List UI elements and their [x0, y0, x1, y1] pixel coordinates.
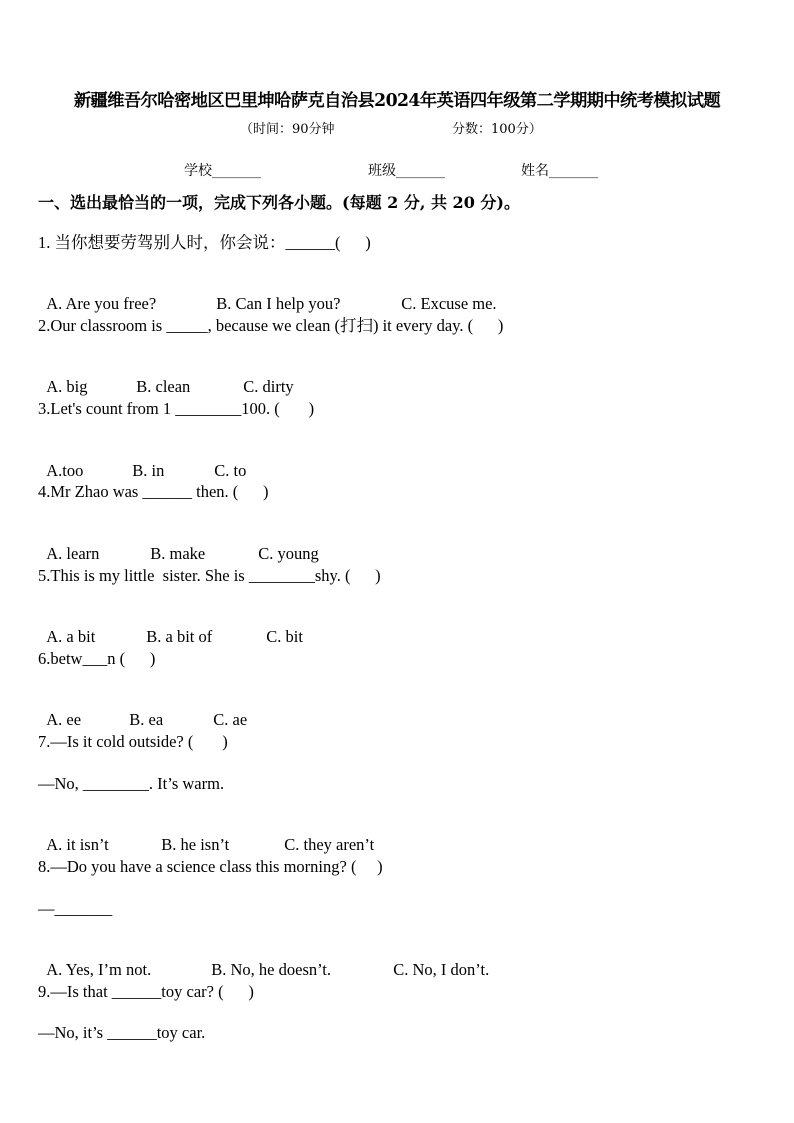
exam-score: 分数：100分）	[452, 122, 542, 137]
question-1: 1. 当你想要劳驾别人时，你会说：______( )	[38, 233, 371, 252]
option-c: C. bit	[266, 627, 303, 646]
option-a: A.too	[46, 461, 84, 480]
option-a: A. learn	[46, 544, 100, 563]
option-c: C. they aren’t	[284, 835, 375, 854]
option-b: B. in	[132, 461, 165, 480]
question-4-options	[38, 524, 319, 564]
exam-time: （时间：90分钟	[240, 122, 335, 137]
question-8-options	[38, 940, 489, 980]
option-b: B. make	[150, 544, 206, 563]
question-5: 5.This is my little sister. She is ________shy. ( )	[38, 566, 381, 585]
question-7: 7.—Is it cold outside? ( )	[38, 732, 228, 751]
question-6: 6.betw___n ( )	[38, 649, 156, 668]
question-3: 3.Let's count from 1 ________100. ( )	[38, 399, 315, 418]
section-heading: 一、选出最恰当的一项，完成下列各小题。(每题 2 分, 共 20 分)。	[38, 193, 520, 212]
question-9-dialogue: —No, it’s ______toy car.	[38, 1023, 206, 1042]
question-5-options	[38, 607, 303, 647]
option-c: C. No, I don’t.	[393, 960, 490, 979]
option-c: C. Excuse me.	[401, 294, 497, 313]
question-4: 4.Mr Zhao was ______ then. ( )	[38, 482, 269, 501]
class-field: 班级_______	[368, 163, 445, 179]
question-8-dialogue: —_______	[38, 899, 113, 918]
option-a: A. big	[46, 377, 88, 396]
option-a: A. ee	[46, 710, 82, 729]
option-c: C. young	[258, 544, 319, 563]
option-b: B. No, he doesn’t.	[211, 960, 332, 979]
question-7-dialogue: —No, ________. It’s warm.	[38, 774, 225, 793]
question-2: 2.Our classroom is _____, because we clean (打扫) it every day. ( )	[38, 316, 504, 335]
option-a: A. a bit	[46, 627, 96, 646]
school-field: 学校_______	[184, 163, 261, 179]
option-b: B. Can I help you?	[216, 294, 341, 313]
option-b: B. ea	[129, 710, 164, 729]
question-2-options	[38, 357, 294, 397]
option-b: B. a bit of	[146, 627, 213, 646]
question-6-options	[38, 690, 247, 730]
question-9: 9.—Is that ______toy car? ( )	[38, 982, 254, 1001]
option-b: B. clean	[136, 377, 191, 396]
option-b: B. he isn’t	[161, 835, 230, 854]
question-3-options	[38, 441, 246, 481]
question-1-options	[38, 274, 497, 314]
exam-title: 新疆维吾尔哈密地区巴里坤哈萨克自治县2024年英语四年级第二学期期中统考模拟试题	[73, 91, 721, 111]
option-a: A. Are you free?	[46, 294, 157, 313]
name-field: 姓名_______	[521, 163, 598, 179]
option-c: C. dirty	[243, 377, 294, 396]
option-a: A. Yes, I’m not.	[46, 960, 152, 979]
option-c: C. ae	[213, 710, 248, 729]
question-7-options	[38, 815, 374, 855]
option-c: C. to	[214, 461, 247, 480]
option-a: A. it isn’t	[46, 835, 109, 854]
question-8: 8.—Do you have a science class this morning? ( )	[38, 857, 383, 876]
